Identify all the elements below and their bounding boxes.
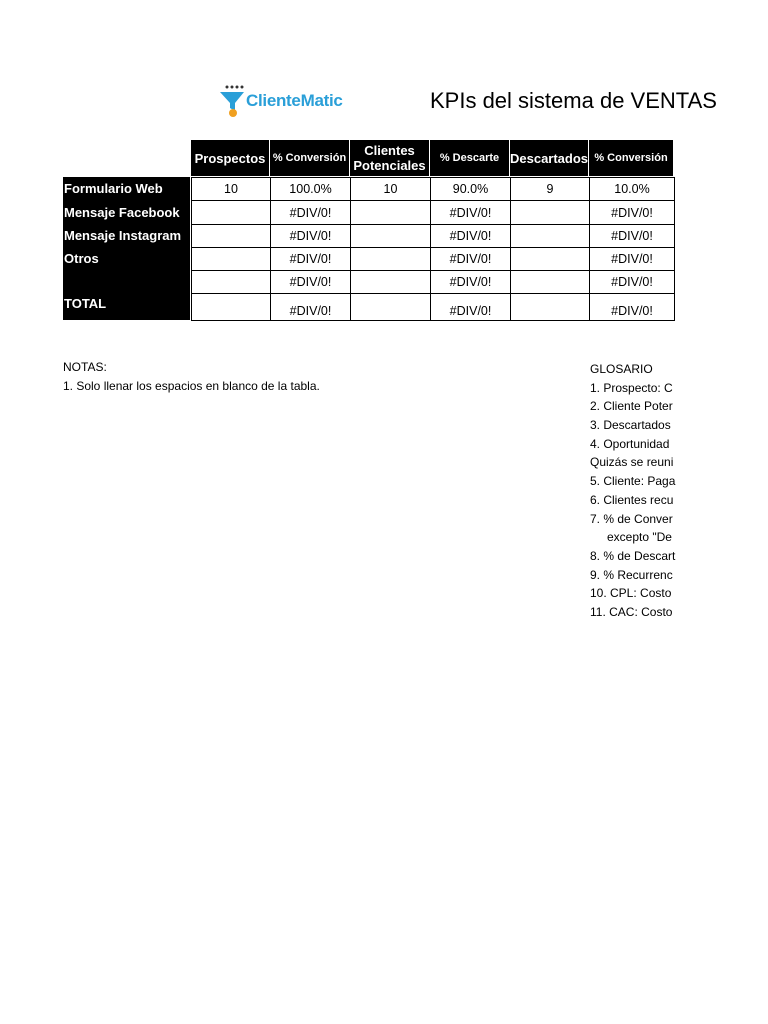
table-cell[interactable] <box>350 293 431 321</box>
table-cell: #DIV/0! <box>270 270 351 294</box>
glossary-line: 3. Descartados <box>590 418 671 433</box>
table-cell: #DIV/0! <box>589 200 675 225</box>
table-cell: #DIV/0! <box>589 224 675 248</box>
glossary-line: 1. Prospecto: C <box>590 380 673 395</box>
notes-item: 1. Solo llenar los espacios en blanco de la tabla. <box>63 379 320 393</box>
row-label: Mensaje Facebook <box>63 200 190 224</box>
table-cell[interactable] <box>350 224 431 248</box>
column-header: Descartados <box>510 140 589 176</box>
row-label: Formulario Web <box>63 177 190 200</box>
glossary-line: excepto "De <box>607 530 672 545</box>
glossary-line: 10. CPL: Costo <box>590 586 672 601</box>
table-cell: #DIV/0! <box>589 247 675 271</box>
table-cell: 100.0% <box>270 177 351 201</box>
table-cell[interactable] <box>191 224 271 248</box>
table-cell[interactable] <box>191 270 271 294</box>
table-cell[interactable] <box>191 247 271 271</box>
row-label: Otros <box>63 247 190 270</box>
column-header: % Conversión <box>270 140 350 176</box>
glossary-line: 7. % de Conver <box>590 511 673 526</box>
row-label: Mensaje Instagram <box>63 224 190 247</box>
table-cell[interactable] <box>350 247 431 271</box>
table-cell: #DIV/0! <box>270 224 351 248</box>
table-cell: 10.0% <box>589 177 675 201</box>
table-cell[interactable]: 10 <box>191 177 271 201</box>
glossary <box>590 360 674 622</box>
table-cell[interactable] <box>510 200 590 225</box>
glossary-line: 9. % Recurrenc <box>590 567 673 582</box>
table-cell[interactable] <box>191 293 271 321</box>
table-cell: #DIV/0! <box>430 200 511 225</box>
table-cell[interactable]: 9 <box>510 177 590 201</box>
table-cell[interactable] <box>350 200 431 225</box>
table-cell: #DIV/0! <box>430 224 511 248</box>
table-cell: #DIV/0! <box>430 293 511 321</box>
page-title: KPIs del sistema de VENTAS <box>430 88 717 113</box>
table-cell[interactable]: 10 <box>350 177 431 201</box>
column-header: Clientes Potenciales <box>350 140 430 176</box>
column-header: % Descarte <box>430 140 510 176</box>
glossary-line: 8. % de Descart <box>590 548 676 563</box>
glossary-line: 6. Clientes recu <box>590 492 674 507</box>
table-cell: #DIV/0! <box>589 270 675 294</box>
table-cell: #DIV/0! <box>270 247 351 271</box>
table-cell: #DIV/0! <box>589 293 675 321</box>
logo-text: ClienteMatic <box>246 91 343 110</box>
table-cell[interactable] <box>510 224 590 248</box>
row-label: TOTAL <box>63 293 190 320</box>
table-cell[interactable] <box>510 270 590 294</box>
table-cell: #DIV/0! <box>270 200 351 225</box>
glossary-line: 4. Oportunidad <box>590 436 670 451</box>
notes-heading: NOTAS: <box>63 360 107 374</box>
glossary-line: Quizás se reuni <box>590 455 674 470</box>
table-cell: #DIV/0! <box>430 270 511 294</box>
table-cell[interactable] <box>191 200 271 225</box>
column-header: % Conversión <box>589 140 674 176</box>
table-cell[interactable] <box>350 270 431 294</box>
column-header: Prospectos <box>191 140 270 176</box>
glossary-line: 2. Cliente Poter <box>590 399 673 414</box>
table-cell: #DIV/0! <box>430 247 511 271</box>
row-label <box>63 270 190 293</box>
glossary-heading: GLOSARIO <box>590 362 653 376</box>
glossary-line: 11. CAC: Costo <box>590 604 673 619</box>
table-cell[interactable] <box>510 293 590 321</box>
glossary-line: 5. Cliente: Paga <box>590 474 676 489</box>
table-cell: 90.0% <box>430 177 511 201</box>
table-cell[interactable] <box>510 247 590 271</box>
table-cell: #DIV/0! <box>270 293 351 321</box>
